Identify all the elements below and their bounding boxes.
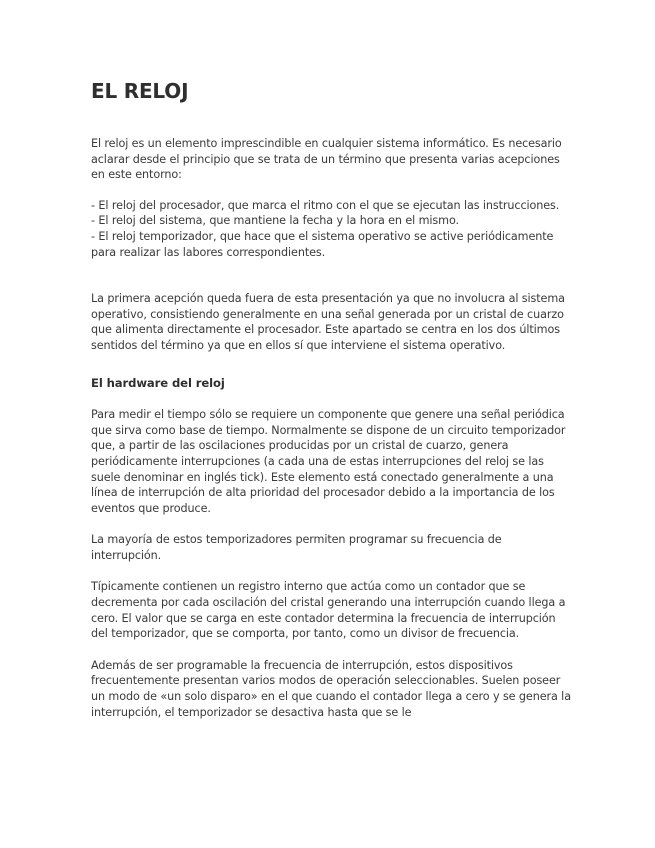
list-item: - El reloj del procesador, que marca el ritmo con el que se ejecutan las instrucciones. <box>91 198 560 212</box>
body-paragraph: Además de ser programable la frecuencia de interrupción, estos dispositivos frecuentemente presentan varios modos de operación seleccionables. Suelen poseer un modo de «un solo disparo» en el que cuando el contador llega a cero y se genera la interrupción, el temporizador se desactiva hasta que se le <box>91 658 571 719</box>
acepciones-list <box>91 198 571 260</box>
body-paragraph: Para medir el tiempo sólo se requiere un componente que genere una señal periódica que sirva como base de tiempo. Normalmente se dispone de un circuito temporizador que, a partir de las oscilaciones producidas por un cristal de cuarzo, genera periódicamente interrupciones (a cada una de estas interrupciones del reloj se las suele denominar en inglés tick). Este elemento está conectado generalmente a una línea de interrupción de alta prioridad del procesador debido a la importancia de los eventos que produce. <box>91 408 566 515</box>
body-paragraph: Típicamente contienen un registro interno que actúa como un contador que se decrementa por cada oscilación del cristal generando una interrupción cuando llega a cero. El valor que se carga en este contador determina la frecuencia de interrupción del temporizador, que se comporta, por tanto, como un divisor de frecuencia. <box>91 580 566 641</box>
document-page <box>91 78 571 720</box>
list-item: - El reloj del sistema, que mantiene la fecha y la hora en el mismo. <box>91 214 459 228</box>
list-item: - El reloj temporizador, que hace que el sistema operativo se active periódicamente para realizar las labores correspondientes. <box>91 229 554 259</box>
page-title: EL RELOJ <box>91 79 189 103</box>
body-paragraph: La mayoría de estos temporizadores permiten programar su frecuencia de interrupción. <box>91 533 502 562</box>
section-heading: El hardware del reloj <box>91 375 225 390</box>
body-paragraph: La primera acepción queda fuera de esta presentación ya que no involucra al sistema operativo, consistiendo generalmente en una señal generada por un cristal de cuarzo que alimenta directamente el procesador. Este apartado se centra en los dos últimos sentidos del término ya que en ellos sí que interviene el sistema operativo. <box>91 292 565 352</box>
intro-paragraph: El reloj es un elemento imprescindible en cualquier sistema informático. Es necesario aclarar desde el principio que se trata de un término que presenta varias acepciones en este entorno: <box>91 137 562 182</box>
